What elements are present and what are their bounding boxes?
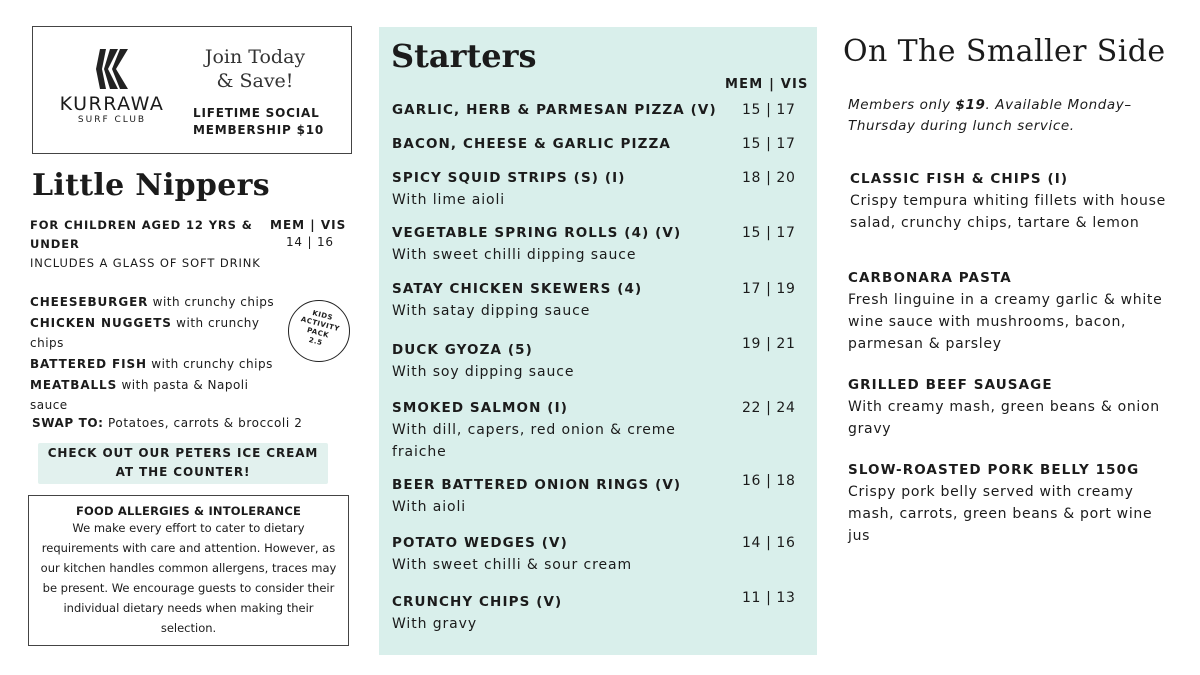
starter-price: 16 | 18 bbox=[742, 473, 796, 489]
starter-name: POTATO WEDGES (V) bbox=[392, 535, 568, 551]
smaller-item-name: GRILLED BEEF SAUSAGE bbox=[848, 377, 1053, 393]
starter-desc: With sweet chilli dipping sauce bbox=[392, 247, 637, 263]
kids-item-name: BATTERED FISH bbox=[30, 357, 147, 371]
kids-item-name: CHEESEBURGER bbox=[30, 295, 149, 309]
starter-price: 15 | 17 bbox=[742, 136, 796, 152]
starters-price-header: MEM | VIS bbox=[725, 77, 809, 92]
starter-name: DUCK GYOZA (5) bbox=[392, 342, 533, 358]
starters-panel bbox=[379, 27, 817, 655]
smaller-item bbox=[848, 459, 1178, 547]
kids-item-name: MEATBALLS bbox=[30, 378, 118, 392]
starter-name: BEER BATTERED ONION RINGS (V) bbox=[392, 477, 682, 493]
kids-menu-item bbox=[30, 292, 290, 312]
ice-cream-callout: CHECK OUT OUR PETERS ICE CREAM AT THE COUNTER! bbox=[38, 443, 328, 484]
membership-offer bbox=[193, 105, 324, 139]
kids-includes-note: INCLUDES A GLASS OF SOFT DRINK bbox=[30, 256, 261, 270]
starter-item bbox=[392, 532, 812, 576]
starter-price: 15 | 17 bbox=[742, 225, 796, 241]
starter-price: 18 | 20 bbox=[742, 170, 796, 186]
starter-name: CRUNCHY CHIPS (V) bbox=[392, 594, 563, 610]
kids-activity-pack-badge bbox=[288, 300, 350, 362]
kids-item-desc: with crunchy chips bbox=[148, 295, 275, 309]
starter-item bbox=[392, 591, 812, 635]
join-line-2: & Save! bbox=[216, 70, 294, 92]
starter-price: 15 | 17 bbox=[742, 102, 796, 118]
swap-text: Potatoes, carrots & broccoli 2 bbox=[103, 416, 303, 430]
starter-item bbox=[392, 99, 812, 121]
starter-desc: With soy dipping sauce bbox=[392, 364, 575, 380]
kids-age-description: FOR CHILDREN AGED 12 YRS & UNDER bbox=[30, 218, 253, 251]
starter-desc: With aioli bbox=[392, 499, 467, 515]
smaller-item bbox=[850, 168, 1180, 234]
starter-name: SATAY CHICKEN SKEWERS (4) bbox=[392, 281, 643, 297]
kids-activity-pack-text: KIDS ACTIVITY PACK 2.5 bbox=[300, 308, 341, 348]
starter-name: GARLIC, HERB & PARMESAN PIZZA (V) bbox=[392, 102, 717, 118]
smaller-item-desc: Crispy pork belly served with creamy mash, carrots, green beans & port wine jus bbox=[848, 484, 1153, 544]
smaller-side-title: On The Smaller Side bbox=[843, 34, 1166, 69]
starter-item bbox=[392, 474, 812, 518]
smaller-item-name: CARBONARA PASTA bbox=[848, 270, 1012, 286]
allergy-title: FOOD ALLERGIES & INTOLERANCE bbox=[75, 504, 302, 518]
allergy-notice-box bbox=[28, 495, 349, 646]
note-prefix: Members only bbox=[848, 97, 956, 113]
membership-line-1: LIFETIME SOCIAL bbox=[193, 106, 320, 120]
starter-name: SMOKED SALMON (I) bbox=[392, 400, 568, 416]
kids-item-desc: with crunchy chips bbox=[30, 316, 260, 350]
starter-price: 22 | 24 bbox=[742, 400, 796, 416]
note-suffix: . Available Monday–Thursday during lunch service. bbox=[848, 97, 1132, 134]
swap-label: SWAP TO: bbox=[32, 416, 104, 430]
smaller-item-name: SLOW-ROASTED PORK BELLY 150G bbox=[848, 462, 1140, 478]
kurrawa-wave-icon bbox=[92, 47, 132, 91]
membership-line-2: MEMBERSHIP $10 bbox=[193, 123, 325, 137]
starter-name: SPICY SQUID STRIPS (S) (I) bbox=[392, 170, 626, 186]
kids-price-header: MEM | VIS bbox=[270, 218, 347, 232]
kids-price: 14 | 16 bbox=[286, 235, 334, 249]
membership-promo-box bbox=[32, 26, 352, 154]
starter-item bbox=[392, 278, 812, 322]
starter-price: 17 | 19 bbox=[742, 281, 796, 297]
smaller-item bbox=[848, 374, 1178, 440]
starter-item bbox=[392, 222, 812, 266]
join-headline bbox=[193, 45, 317, 93]
starter-name: VEGETABLE SPRING ROLLS (4) (V) bbox=[392, 225, 682, 241]
starter-desc: With satay dipping sauce bbox=[392, 303, 591, 319]
kids-menu-item bbox=[30, 354, 290, 374]
kids-item-name: CHICKEN NUGGETS bbox=[30, 316, 172, 330]
brand-name: KURRAWA bbox=[59, 93, 165, 115]
starter-desc: With gravy bbox=[392, 616, 478, 632]
starter-item bbox=[392, 167, 812, 211]
little-nippers-title: Little Nippers bbox=[32, 168, 270, 203]
starter-item bbox=[392, 336, 812, 383]
smaller-side-note bbox=[848, 95, 1188, 137]
brand-subtitle: SURF CLUB bbox=[77, 115, 147, 125]
kids-item-desc: with pasta & Napoli sauce bbox=[30, 378, 249, 412]
starter-item bbox=[392, 133, 812, 155]
smaller-item-desc: With creamy mash, green beans & onion gravy bbox=[848, 399, 1160, 437]
swap-option bbox=[32, 416, 302, 430]
smaller-item-name: CLASSIC FISH & CHIPS (I) bbox=[850, 171, 1069, 187]
starter-price: 11 | 13 bbox=[742, 590, 796, 606]
join-line-1: Join Today bbox=[204, 46, 306, 68]
kids-menu-item bbox=[30, 375, 275, 415]
smaller-item-desc: Fresh linguine in a creamy garlic & white wine sauce with mushrooms, bacon, parmesan & parsley bbox=[848, 292, 1163, 352]
kids-item-desc: with crunchy chips bbox=[146, 357, 273, 371]
starter-price: 19 | 21 bbox=[742, 336, 796, 352]
starter-item bbox=[392, 397, 812, 463]
smaller-item-desc: Crispy tempura whiting fillets with house salad, crunchy chips, tartare & lemon bbox=[850, 193, 1166, 231]
starter-desc: With sweet chilli & sour cream bbox=[392, 557, 633, 573]
starter-desc: With lime aioli bbox=[392, 192, 506, 208]
starter-desc: With dill, capers, red onion & creme fraiche bbox=[392, 422, 676, 460]
note-price: $19 bbox=[955, 97, 986, 113]
starters-title: Starters bbox=[391, 37, 537, 75]
allergy-text: We make every effort to cater to dietary requirements with care and attention. However, as our kitchen handles common allergens, traces may be present. We encourage guests to consider their individual dietary needs when making their selection. bbox=[40, 521, 337, 635]
smaller-item bbox=[848, 267, 1178, 355]
kids-menu-item bbox=[30, 313, 275, 353]
starter-price: 14 | 16 bbox=[742, 535, 796, 551]
kurrawa-logo bbox=[47, 47, 177, 125]
starter-name: BACON, CHEESE & GARLIC PIZZA bbox=[392, 136, 671, 152]
